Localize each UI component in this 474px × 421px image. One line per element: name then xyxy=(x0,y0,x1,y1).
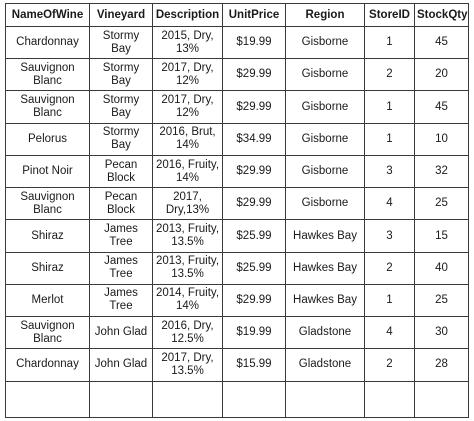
cell-region xyxy=(286,252,365,284)
cell-text: Gladstone xyxy=(298,358,352,371)
cell-text: Chardonnay xyxy=(16,36,79,49)
cell-text: 4 xyxy=(386,197,393,210)
cell-store-id xyxy=(365,317,415,349)
cell-vineyard xyxy=(90,123,153,155)
cell-store-id xyxy=(365,27,415,59)
cell-region xyxy=(286,123,365,155)
cell-text: $29.99 xyxy=(236,197,272,210)
cell-text: 2013, Fruity, 13.5% xyxy=(155,255,220,281)
cell-vineyard xyxy=(90,188,153,220)
cell-text: 1 xyxy=(386,132,393,145)
cell-text: Gladstone xyxy=(298,326,352,339)
empty-cell xyxy=(90,381,153,417)
cell-stock-qty xyxy=(415,252,469,284)
cell-unit-price xyxy=(223,155,286,187)
cell-description xyxy=(153,252,223,284)
cell-region xyxy=(286,220,365,252)
cell-stock-qty xyxy=(415,284,469,316)
cell-text: Gisborne xyxy=(301,100,349,113)
cell-text: 2 xyxy=(386,358,393,371)
cell-vineyard xyxy=(90,220,153,252)
cell-text: Shiraz xyxy=(31,261,64,274)
cell-text: Pecan Block xyxy=(104,190,138,216)
cell-description xyxy=(153,188,223,220)
table-row xyxy=(6,123,469,155)
column-header-name-of-wine: NameOfWine xyxy=(6,4,90,27)
cell-text: Hawkes Bay xyxy=(293,293,357,306)
table-row xyxy=(6,317,469,349)
cell-text: 45 xyxy=(435,36,448,49)
cell-name-of-wine xyxy=(6,27,90,59)
cell-text: Sauvignon Blanc xyxy=(20,319,75,345)
cell-text: 30 xyxy=(435,326,448,339)
cell-text: 2015, Dry, 13% xyxy=(161,29,214,55)
cell-region xyxy=(286,91,365,123)
cell-text: 2016, Brut, 14% xyxy=(159,126,216,152)
cell-region xyxy=(286,284,365,316)
cell-description xyxy=(153,349,223,381)
cell-region xyxy=(286,349,365,381)
cell-text: Sauvignon Blanc xyxy=(20,190,75,216)
cell-stock-qty xyxy=(415,317,469,349)
cell-vineyard xyxy=(90,317,153,349)
table-row xyxy=(6,155,469,187)
cell-text: 10 xyxy=(435,132,448,145)
cell-name-of-wine xyxy=(6,252,90,284)
table-row xyxy=(6,252,469,284)
cell-text: $25.99 xyxy=(236,261,272,274)
column-header-region: Region xyxy=(286,4,365,27)
cell-text: $29.99 xyxy=(236,68,272,81)
cell-text: 28 xyxy=(435,358,448,371)
empty-table-row xyxy=(6,381,469,417)
cell-text: Gisborne xyxy=(301,36,349,49)
cell-text: $29.99 xyxy=(236,165,272,178)
cell-text: 2013, Fruity, 13.5% xyxy=(155,223,220,249)
cell-text: Sauvignon Blanc xyxy=(20,61,75,87)
cell-text: Gisborne xyxy=(301,68,349,81)
column-header-store-id: StoreID xyxy=(365,4,415,27)
cell-description xyxy=(153,220,223,252)
cell-text: James Tree xyxy=(104,223,138,249)
cell-text: 2017, Dry, 13.5% xyxy=(161,351,214,377)
cell-text: Pecan Block xyxy=(104,158,138,184)
wine-inventory-table xyxy=(5,3,469,418)
column-header-stock-qty: StockQty xyxy=(415,4,469,27)
cell-text: $25.99 xyxy=(236,229,272,242)
cell-text: Stormy Bay xyxy=(102,29,140,55)
cell-text: Stormy Bay xyxy=(102,94,140,120)
cell-region xyxy=(286,59,365,91)
table-row xyxy=(6,91,469,123)
cell-text: $19.99 xyxy=(236,326,272,339)
cell-text: 4 xyxy=(386,326,393,339)
cell-region xyxy=(286,27,365,59)
cell-name-of-wine xyxy=(6,155,90,187)
cell-text: 1 xyxy=(386,293,393,306)
empty-cell xyxy=(415,381,469,417)
cell-unit-price xyxy=(223,317,286,349)
cell-unit-price xyxy=(223,220,286,252)
cell-description xyxy=(153,317,223,349)
cell-vineyard xyxy=(90,91,153,123)
cell-text: Gisborne xyxy=(301,132,349,145)
cell-vineyard xyxy=(90,349,153,381)
table-row xyxy=(6,188,469,220)
cell-text: $29.99 xyxy=(236,100,272,113)
cell-text: 25 xyxy=(435,197,448,210)
cell-name-of-wine xyxy=(6,59,90,91)
cell-unit-price xyxy=(223,59,286,91)
empty-cell xyxy=(6,381,90,417)
cell-vineyard xyxy=(90,27,153,59)
cell-name-of-wine xyxy=(6,91,90,123)
cell-text: 45 xyxy=(435,100,448,113)
cell-text: 2016, Dry, 12.5% xyxy=(161,319,214,345)
cell-unit-price xyxy=(223,123,286,155)
cell-store-id xyxy=(365,220,415,252)
cell-name-of-wine xyxy=(6,317,90,349)
cell-text: 2014, Fruity, 14% xyxy=(155,287,220,313)
cell-name-of-wine xyxy=(6,284,90,316)
cell-store-id xyxy=(365,123,415,155)
cell-text: 1 xyxy=(386,100,393,113)
column-header-vineyard: Vineyard xyxy=(90,4,153,27)
cell-description xyxy=(153,155,223,187)
cell-vineyard xyxy=(90,155,153,187)
cell-store-id xyxy=(365,155,415,187)
cell-text: Chardonnay xyxy=(16,358,79,371)
cell-text: Gisborne xyxy=(301,165,349,178)
cell-text: Hawkes Bay xyxy=(293,261,357,274)
empty-cell xyxy=(286,381,365,417)
cell-description xyxy=(153,27,223,59)
cell-stock-qty xyxy=(415,220,469,252)
cell-text: Pelorus xyxy=(28,132,67,145)
cell-text: 20 xyxy=(435,68,448,81)
empty-cell xyxy=(223,381,286,417)
cell-name-of-wine xyxy=(6,123,90,155)
cell-store-id xyxy=(365,349,415,381)
cell-name-of-wine xyxy=(6,349,90,381)
cell-name-of-wine xyxy=(6,220,90,252)
cell-text: $34.99 xyxy=(236,132,272,145)
table-row xyxy=(6,220,469,252)
cell-store-id xyxy=(365,252,415,284)
table-row xyxy=(6,59,469,91)
cell-text: 2017, Dry, 12% xyxy=(161,94,214,120)
cell-name-of-wine xyxy=(6,188,90,220)
table-row xyxy=(6,27,469,59)
cell-stock-qty xyxy=(415,123,469,155)
cell-text: $19.99 xyxy=(236,36,272,49)
cell-unit-price xyxy=(223,27,286,59)
cell-store-id xyxy=(365,284,415,316)
column-header-unit-price: UnitPrice xyxy=(223,4,286,27)
cell-unit-price xyxy=(223,91,286,123)
cell-text: 2017, Dry,13% xyxy=(165,190,210,216)
cell-store-id xyxy=(365,188,415,220)
cell-text: Stormy Bay xyxy=(102,61,140,87)
cell-unit-price xyxy=(223,188,286,220)
cell-region xyxy=(286,188,365,220)
header-row xyxy=(6,4,469,27)
cell-text: James Tree xyxy=(104,287,138,313)
cell-vineyard xyxy=(90,252,153,284)
cell-store-id xyxy=(365,59,415,91)
cell-stock-qty xyxy=(415,188,469,220)
cell-text: Sauvignon Blanc xyxy=(20,94,75,120)
cell-text: 2 xyxy=(386,261,393,274)
cell-description xyxy=(153,284,223,316)
cell-unit-price xyxy=(223,284,286,316)
cell-stock-qty xyxy=(415,27,469,59)
cell-text: Stormy Bay xyxy=(102,126,140,152)
cell-stock-qty xyxy=(415,59,469,91)
cell-stock-qty xyxy=(415,349,469,381)
empty-cell xyxy=(153,381,223,417)
cell-text: Pinot Noir xyxy=(22,165,73,178)
cell-text: 2 xyxy=(386,68,393,81)
cell-vineyard xyxy=(90,284,153,316)
cell-description xyxy=(153,123,223,155)
cell-text: 1 xyxy=(386,36,393,49)
cell-text: John Glad xyxy=(94,326,148,339)
cell-unit-price xyxy=(223,349,286,381)
cell-text: Shiraz xyxy=(31,229,64,242)
cell-text: James Tree xyxy=(104,255,138,281)
empty-cell xyxy=(365,381,415,417)
cell-text: $29.99 xyxy=(236,293,272,306)
table-body xyxy=(6,27,469,418)
cell-text: 3 xyxy=(386,165,393,178)
cell-text: Hawkes Bay xyxy=(293,229,357,242)
cell-text: 3 xyxy=(386,229,393,242)
cell-unit-price xyxy=(223,252,286,284)
cell-text: 25 xyxy=(435,293,448,306)
cell-text: $15.99 xyxy=(236,358,272,371)
cell-text: Merlot xyxy=(31,293,64,306)
cell-text: 15 xyxy=(435,229,448,242)
cell-text: 2016, Fruity, 14% xyxy=(155,158,220,184)
cell-text: 40 xyxy=(435,261,448,274)
cell-stock-qty xyxy=(415,91,469,123)
table-row xyxy=(6,349,469,381)
cell-region xyxy=(286,155,365,187)
cell-vineyard xyxy=(90,59,153,91)
cell-text: 2017, Dry, 12% xyxy=(161,61,214,87)
cell-store-id xyxy=(365,91,415,123)
cell-description xyxy=(153,59,223,91)
cell-stock-qty xyxy=(415,155,469,187)
cell-text: Gisborne xyxy=(301,197,349,210)
cell-region xyxy=(286,317,365,349)
cell-text: 32 xyxy=(435,165,448,178)
cell-description xyxy=(153,91,223,123)
table-row xyxy=(6,284,469,316)
cell-text: John Glad xyxy=(94,358,148,371)
column-header-description: Description xyxy=(153,4,223,27)
